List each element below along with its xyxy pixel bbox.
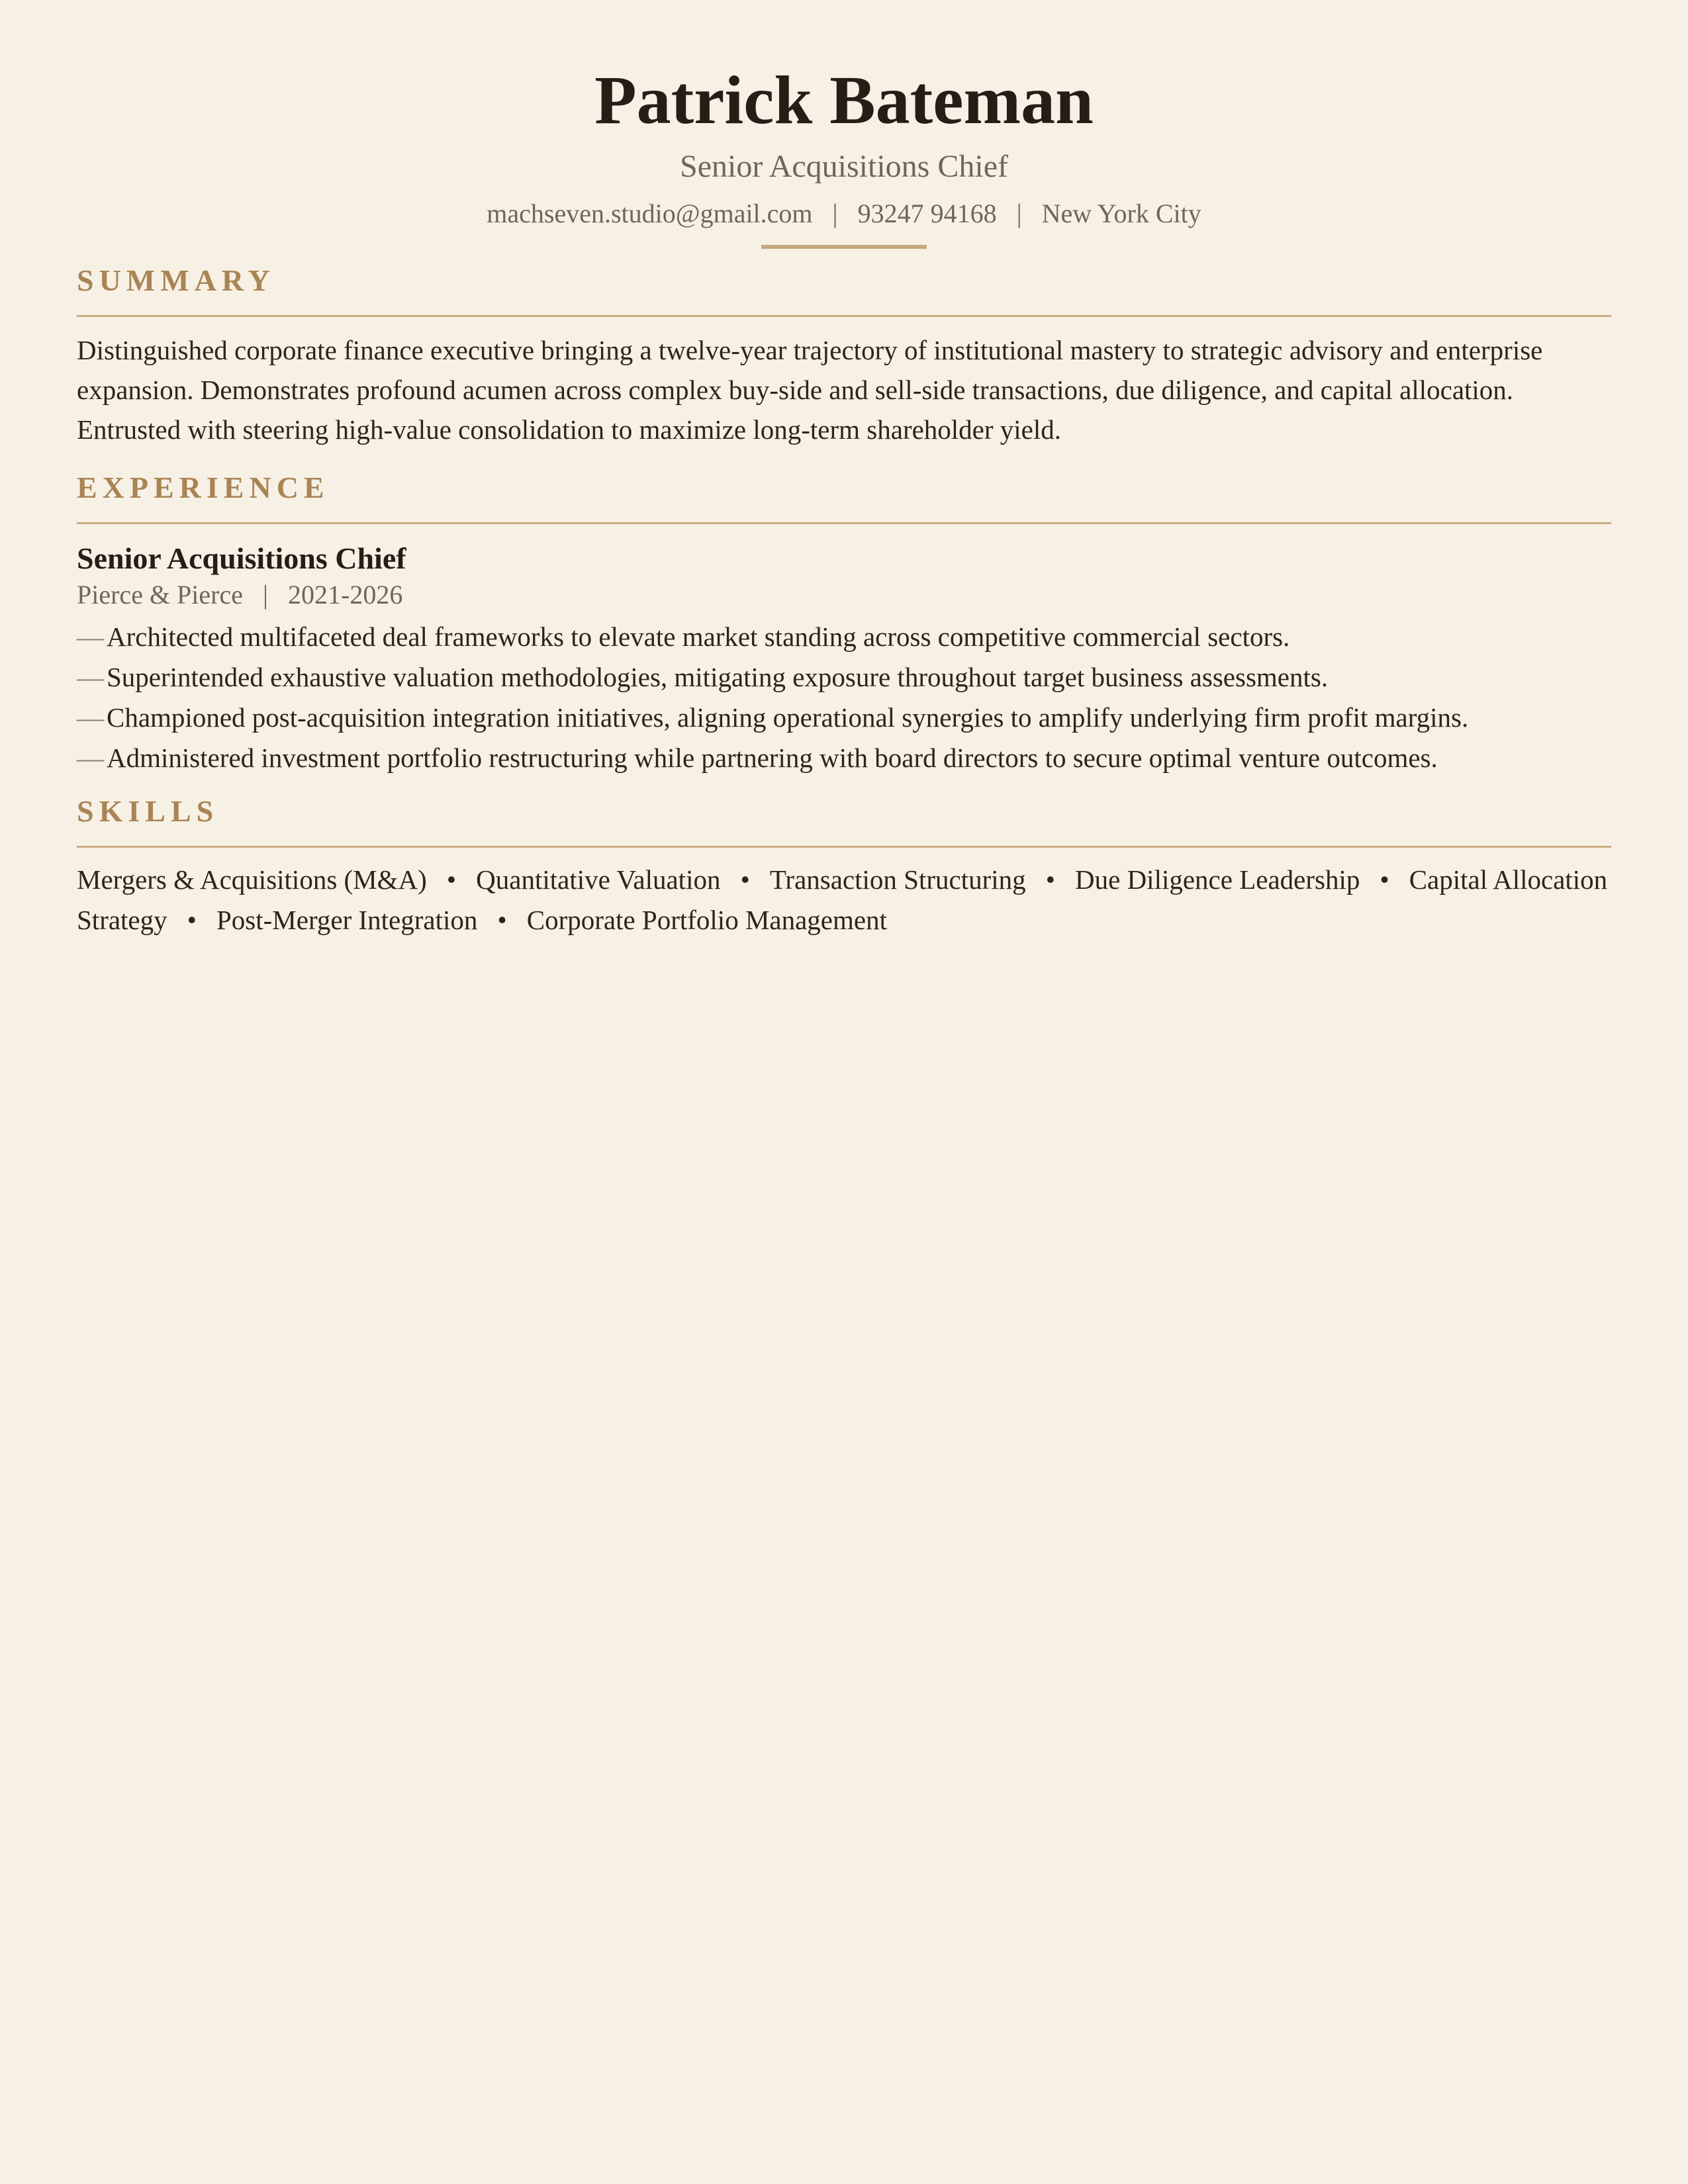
candidate-name: Patrick Bateman: [594, 62, 1094, 138]
contact-separator: |: [1016, 199, 1022, 228]
job-bullet-text: Architected multifaceted deal frameworks to elevate market standing across competitive commercial sectors.: [107, 621, 1290, 652]
summary-section: [77, 261, 1611, 449]
job-company: Pierce & Pierce: [77, 580, 243, 610]
job-meta: [77, 578, 1611, 612]
skill-item: Due Diligence Leadership: [1075, 864, 1360, 895]
job-bullet: [77, 617, 1611, 657]
job-bullet-text: Championed post-acquisition integration initiatives, aligning operational synergies to amplify underlying firm profit margins.: [107, 702, 1469, 733]
job-bullet: [77, 738, 1611, 778]
bullet-dot-icon: •: [740, 864, 750, 895]
dash-marker: —: [77, 662, 104, 692]
dash-marker: —: [77, 743, 104, 773]
skill-item: Transaction Structuring: [769, 864, 1026, 895]
summary-text: Distinguished corporate finance executive bringing a twelve-year trajectory of institutional mastery to strategic advisory and enterprise expansion. Demonstrates profound acumen across complex buy-side and sell-side transactions, due diligence, and capital allocation. Entrusted with steering high-value consolidation to maximize long-term shareholder yield.: [77, 335, 1543, 445]
experience-section: [77, 468, 1611, 778]
job-bullet: [77, 698, 1611, 738]
resume-header: [77, 0, 1611, 249]
contact-separator: |: [832, 199, 838, 228]
bullet-dot-icon: •: [187, 905, 197, 935]
skill-item: Capital Allocation Strategy: [77, 864, 1608, 935]
contact-phone: 93247 94168: [857, 199, 997, 228]
job-dates: 2021-2026: [288, 580, 403, 610]
skill-item: Mergers & Acquisitions (M&A): [77, 864, 427, 895]
skill-item: Quantitative Valuation: [476, 864, 721, 895]
contact-line: [77, 197, 1611, 230]
job-bullets: [77, 617, 1611, 778]
contact-location: New York City: [1041, 199, 1201, 228]
skill-item: Corporate Portfolio Management: [526, 905, 887, 935]
job-bullet-text: Superintended exhaustive valuation methodologies, mitigating exposure throughout target business assessments.: [107, 662, 1329, 692]
bullet-dot-icon: •: [446, 864, 457, 895]
skills-list: [77, 860, 1611, 940]
skill-item: Post-Merger Integration: [216, 905, 478, 935]
dash-marker: —: [77, 702, 104, 733]
candidate-title: Senior Acquisitions Chief: [680, 149, 1008, 184]
job-bullet: [77, 657, 1611, 698]
job-bullet-text: Administered investment portfolio restructuring while partnering with board directors to secure optimal venture outcomes.: [107, 743, 1438, 773]
contact-email: machseven.studio@gmail.com: [487, 199, 813, 228]
bullet-dot-icon: •: [1045, 864, 1056, 895]
skills-heading: SKILLS: [77, 792, 1611, 848]
experience-heading: EXPERIENCE: [77, 468, 1611, 524]
skills-section: [77, 792, 1611, 940]
job-meta-separator: |: [263, 580, 269, 610]
summary-heading: SUMMARY: [77, 261, 1611, 317]
dash-marker: —: [77, 621, 104, 652]
bullet-dot-icon: •: [497, 905, 507, 935]
header-divider: [761, 245, 927, 249]
job-entry: [77, 539, 1611, 778]
bullet-dot-icon: •: [1380, 864, 1389, 895]
job-title: Senior Acquisitions Chief: [77, 541, 406, 575]
